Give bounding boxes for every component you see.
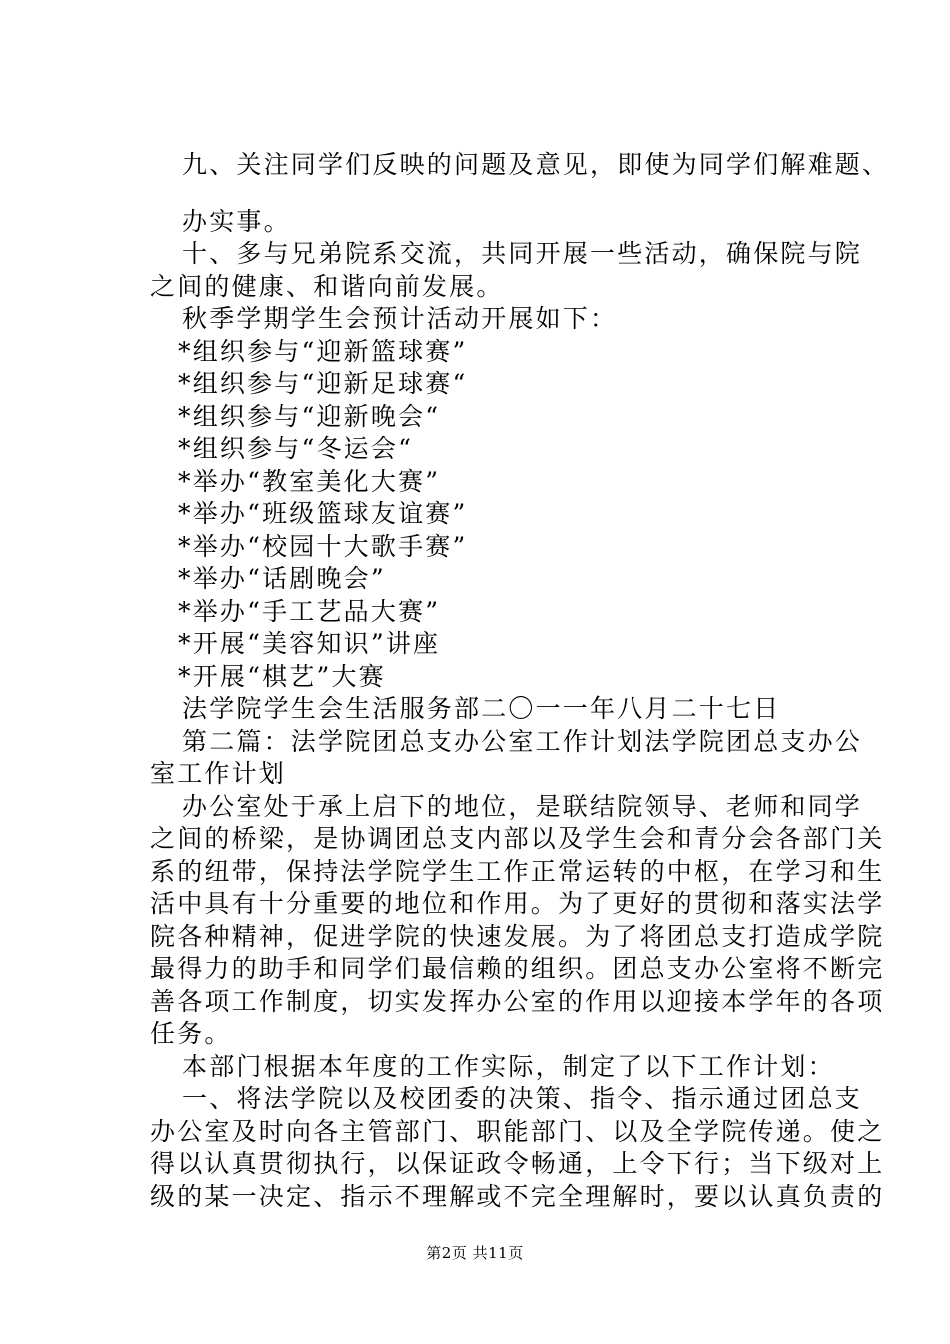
text-line: 活中具有十分重要的地位和作用。为了更好的贯彻和落实法学 <box>150 889 885 918</box>
text-line: 得以认真贯彻执行，以保证政令畅通，上令下行；当下级对上 <box>150 1149 885 1178</box>
text-line: 十、多与兄弟院系交流，共同开展一些活动，确保院与院 <box>182 239 863 268</box>
page-number: 第2页 共11页 <box>426 1244 524 1262</box>
list-item: *举办“教室美化大赛” <box>178 467 441 496</box>
signature-line: 法学院学生会生活服务部二〇一一年八月二十七日 <box>182 694 781 723</box>
text-line: 办实事。 <box>182 207 291 236</box>
list-item: *举办“校园十大歌手赛” <box>178 532 468 561</box>
list-item: *组织参与“迎新足球赛“ <box>178 369 468 398</box>
text-line: 九、关注同学们反映的问题及意见，即使为同学们解难题、 <box>182 150 890 179</box>
text-line: 级的某一决定、指示不理解或不完全理解时，要以认真负责的 <box>150 1182 885 1211</box>
text-line: 之间的健康、和谐向前发展。 <box>150 272 504 301</box>
list-item: *组织参与“迎新篮球赛” <box>178 337 468 366</box>
list-item: *组织参与“迎新晚会“ <box>178 402 441 431</box>
text-line: 本部门根据本年度的工作实际，制定了以下工作计划： <box>182 1052 835 1081</box>
list-item: *举办“班级篮球友谊赛” <box>178 499 468 528</box>
text-line: 系的纽带，保持法学院学生工作正常运转的中枢，在学习和生 <box>150 857 885 886</box>
text-line: 秋季学期学生会预计活动开展如下： <box>182 304 618 333</box>
list-item: *举办“手工艺品大赛” <box>178 597 441 626</box>
list-item: *组织参与“冬运会“ <box>178 434 414 463</box>
text-line: 任务。 <box>150 1019 232 1048</box>
text-line: 办公室及时向各主管部门、职能部门、以及全学院传递。使之 <box>150 1117 885 1146</box>
text-line: 一、将法学院以及校团委的决策、指令、指示通过团总支 <box>182 1084 863 1113</box>
list-item: *举办“话剧晚会” <box>178 564 386 593</box>
list-item: *开展“美容知识”讲座 <box>178 629 441 658</box>
section-heading: 第二篇：法学院团总支办公室工作计划法学院团总支办公 <box>182 727 863 756</box>
text-line: 善各项工作制度，切实发挥办公室的作用以迎接本学年的各项 <box>150 987 885 1016</box>
text-line: 之间的桥梁，是协调团总支内部以及学生会和青分会各部门关 <box>150 824 885 853</box>
text-line: 最得力的助手和同学们最信赖的组织。团总支办公室将不断完 <box>150 954 885 983</box>
list-item: *开展“棋艺”大赛 <box>178 662 386 691</box>
text-line: 院各种精神，促进学院的快速发展。为了将团总支打造成学院 <box>150 922 885 951</box>
section-heading: 室工作计划 <box>150 759 287 788</box>
text-line: 办公室处于承上启下的地位，是联结院领导、老师和同学 <box>182 792 863 821</box>
